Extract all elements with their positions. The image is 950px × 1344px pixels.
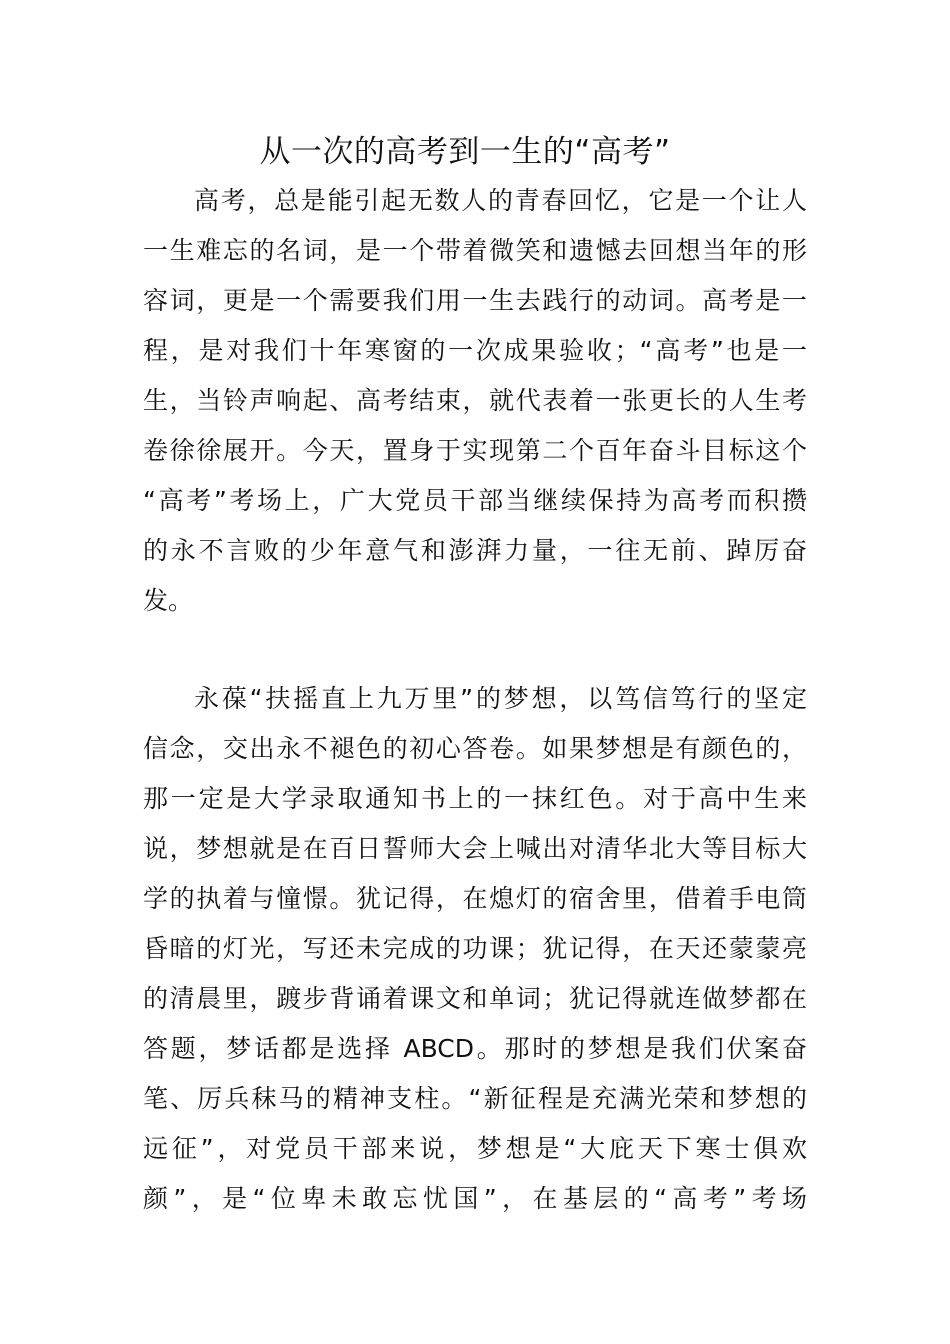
paragraph-line: 学的执着与憧憬。犹记得，在熄灯的宿舍里，借着手电筒 <box>143 884 807 913</box>
paragraph-line: 发。 <box>143 586 194 615</box>
paragraph-line: 程，是对我们十年寒窗的一次成果验收；“高考”也是一 <box>143 336 807 365</box>
paragraph-line: 的永不言败的少年意气和澎湃力量，一往无前、踔厉奋 <box>143 536 807 565</box>
paragraph-line: 永葆“扶摇直上九万里”的梦想，以笃信笃行的坚定 <box>194 684 807 713</box>
paragraph-line: 容词，更是一个需要我们用一生去践行的动词。高考是一 <box>143 286 807 315</box>
paragraph-line: 说，梦想就是在百日誓师大会上喊出对清华北大等目标大 <box>143 834 807 863</box>
paragraph-line: 生，当铃声响起、高考结束，就代表着一张更长的人生考 <box>143 386 807 415</box>
paragraph-line: “高考”考场上，广大党员干部当继续保持为高考而积攒 <box>143 486 807 515</box>
document-title: 从一次的高考到一生的“高考” <box>259 134 671 170</box>
paragraph-line: 卷徐徐展开。今天，置身于实现第二个百年奋斗目标这个 <box>143 436 807 465</box>
paragraph-line: 高考，总是能引起无数人的青春回忆，它是一个让人 <box>194 186 807 215</box>
paragraph-line: 颜”，是“位卑未敢忘忧国”，在基层的“高考”考场 <box>143 1184 807 1213</box>
paragraph-line: 的清晨里，踱步背诵着课文和单词；犹记得就连做梦都在 <box>143 984 807 1013</box>
paragraph-line: 昏暗的灯光，写还未完成的功课；犹记得，在天还蒙蒙亮 <box>143 934 807 963</box>
paragraph-line: 一生难忘的名词，是一个带着微笑和遗憾去回想当年的形 <box>143 236 807 265</box>
paragraph-line: 答题，梦话都是选择 ABCD。那时的梦想是我们伏案奋 <box>143 1034 807 1063</box>
paragraph-line: 笔、厉兵秣马的精神支柱。“新征程是充满光荣和梦想的 <box>143 1084 807 1113</box>
paragraph-line: 远征”，对党员干部来说，梦想是“大庇天下寒士俱欢 <box>143 1134 807 1163</box>
paragraph-line: 信念，交出永不褪色的初心答卷。如果梦想是有颜色的， <box>143 734 807 763</box>
paragraph-line: 那一定是大学录取通知书上的一抹红色。对于高中生来 <box>143 784 807 813</box>
